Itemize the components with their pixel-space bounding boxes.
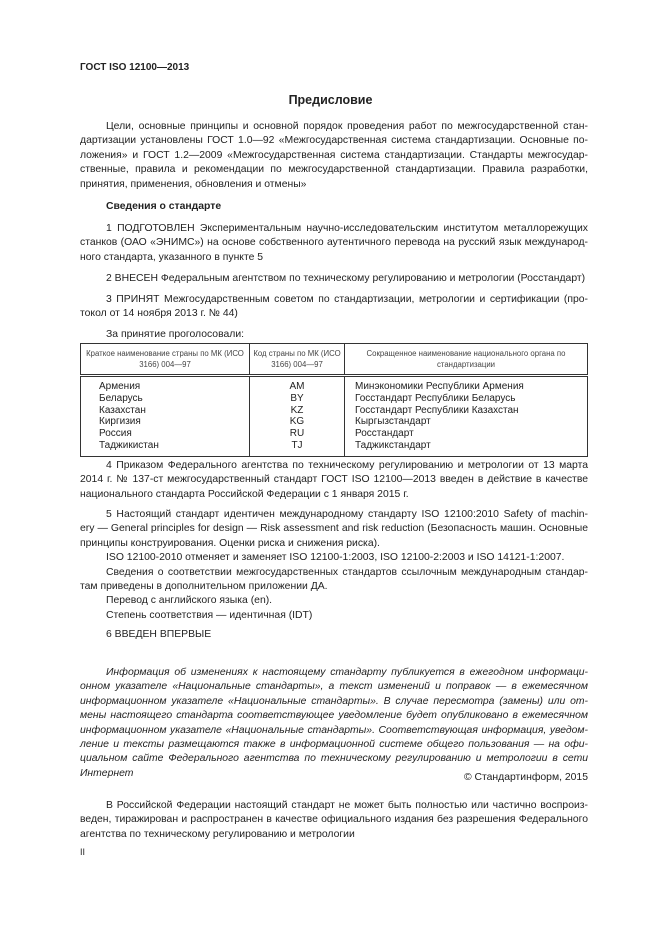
- code-cell: TJ: [250, 440, 345, 456]
- text-line: принципы конструирования. Оценки риска и снижения риска).: [80, 537, 380, 549]
- text-line: ственные, правила и рекомендации по межгосударственной стандартизации. Правила разработки,: [80, 164, 588, 176]
- text-line: ление и тексты размещаются также в информационной системе общего пользования — на офи-: [80, 738, 588, 750]
- body-cell: Росстандарт: [345, 428, 588, 440]
- text-line: Информация об изменениях к настоящему стандарту публикуется в ежегодном информаци-: [106, 667, 588, 678]
- text-line: За принятие проголосовали:: [106, 329, 245, 340]
- table-row: [81, 405, 588, 417]
- country-cell: Беларусь: [81, 393, 250, 405]
- table-header-row: [81, 344, 588, 376]
- text-block: [80, 508, 588, 623]
- text-block: [80, 799, 588, 842]
- code-cell: BY: [250, 393, 345, 405]
- text-line: 1 ПОДГОТОВЛЕН Экспериментальным научно-исследовательским институтом металлорежущих: [106, 223, 588, 234]
- table-header-code: Код страны по МК (ИСО 3166) 004—97: [250, 344, 345, 376]
- table-row: [81, 440, 588, 456]
- document-header: ГОСТ ISO 12100—2013: [80, 62, 190, 73]
- code-cell: KG: [250, 416, 345, 428]
- text-line: 2014 г. № 137-ст межгосударственный стандарт ГОСТ ISO 12100—2013 введен в действие в качестве: [80, 474, 588, 486]
- text-line: токол от 14 ноября 2013 г. № 44): [80, 308, 238, 320]
- text-line: 4 Приказом Федерального агентства по техническому регулированию и метрологии от 13 марта: [106, 460, 588, 471]
- text-line: 3 ПРИНЯТ Межгосударственным советом по стандартизации, метрологии и сертификации (про-: [106, 294, 588, 305]
- text-line: веден, тиражирован и распространен в качестве официального издания без разрешения Федерального: [80, 814, 588, 826]
- body-cell: Госстандарт Республики Казахстан: [345, 405, 588, 417]
- code-cell: KZ: [250, 405, 345, 417]
- body-cell: Кыргызстандарт: [345, 416, 588, 428]
- text-block: [80, 628, 588, 642]
- text-line: информационном указателе «Национальные стандарты». В случае пересмотра (замены) или от-: [80, 695, 588, 707]
- text-line: ложения» и ГОСТ 1.2—2009 «Межгосударственная система стандартизации. Стандарты межгосудар-: [80, 149, 588, 161]
- page-number: II: [80, 847, 86, 857]
- text-line: Сведения о соответствии межгосударственных стандартов ссылочным международным стандар-: [106, 566, 588, 578]
- country-cell: Таджикистан: [81, 440, 250, 456]
- text-line: ного стандарта, указанного в пункте 5: [80, 251, 264, 263]
- text-line: ery — General principles for design — Risk assessment and risk reduction (Безопасность машин. Основные: [80, 523, 588, 535]
- copyright: © Стандартинформ, 2015: [463, 772, 588, 783]
- text-line: информационном указателе «Национальные стандарты». Соответствующая информация, уведом-: [80, 724, 588, 736]
- table-row: [81, 393, 588, 405]
- table-header-country: Краткое наименование страны по МК (ИСО 3166) 004—97: [81, 344, 250, 376]
- country-cell: Армения: [81, 376, 250, 393]
- text-block: [80, 120, 588, 192]
- text-block: [80, 666, 588, 781]
- text-block: [80, 459, 588, 502]
- text-block: [80, 222, 588, 265]
- text-line: Перевод с английского языка (en).: [106, 595, 273, 607]
- text-line: Степень соответствия — идентичная (IDT): [106, 609, 313, 621]
- text-line: В Российской Федерации настоящий стандарт не может быть полностью или частично воспроиз-: [106, 800, 588, 811]
- text-line: 2 ВНЕСЕН Федеральным агентством по техническому регулированию и метрологии (Росстандарт): [106, 273, 586, 284]
- text-line: там приведены в дополнительном приложении ДА.: [80, 580, 328, 592]
- table-row: [81, 416, 588, 428]
- table-row: [81, 376, 588, 393]
- text-block: [80, 293, 588, 322]
- voting-table: [80, 343, 588, 457]
- text-line: принятия, применения, обновления и отмены»: [80, 178, 307, 190]
- text-block: [80, 328, 588, 342]
- body-cell: Минэкономики Республики Армения: [345, 376, 588, 393]
- text-line: Сведения о стандарте: [106, 201, 222, 212]
- text-line: мены настоящего стандарта соответствующее уведомление будет опубликовано в ежемесячном: [80, 710, 588, 722]
- text-line: агентства по техническому регулированию и метрологии: [80, 828, 355, 840]
- text-line: ISO 12100-2010 отменяет и заменяет ISO 12100-1:2003, ISO 12100-2:2003 и ISO 14121-1:2007.: [106, 552, 565, 564]
- text-block: [80, 200, 588, 214]
- table-header-body: Сокращенное наименование национального органа по стандартизации: [345, 344, 588, 376]
- text-line: Интернет: [80, 767, 134, 779]
- text-line: 5 Настоящий стандарт идентичен международному стандарту ISO 12100:2010 Safety of machin-: [106, 509, 588, 520]
- code-cell: AM: [250, 376, 345, 393]
- body-cell: Таджикстандарт: [345, 440, 588, 456]
- text-line: национального стандарта Российской Федерации с 1 января 2015 г.: [80, 488, 409, 500]
- text-line: 6 ВВЕДЕН ВПЕРВЫЕ: [106, 629, 212, 640]
- text-line: циальном сайте Федерального агентства по техническому регулированию и метрологии в сети: [80, 753, 588, 765]
- body-cell: Госстандарт Республики Беларусь: [345, 393, 588, 405]
- text-block: [80, 272, 588, 286]
- code-cell: RU: [250, 428, 345, 440]
- country-cell: Киргизия: [81, 416, 250, 428]
- text-line: Цели, основные принципы и основной порядок проведения работ по межгосударственной стан-: [106, 121, 588, 132]
- table-row: [81, 428, 588, 440]
- page-title: Предисловие: [288, 93, 373, 107]
- text-line: онном указателе «Национальные стандарты», а текст изменений и поправок — в ежемесячном: [80, 681, 588, 693]
- text-line: дартизации установлены ГОСТ 1.0—92 «Межгосударственная система стандартизации. Основные по-: [80, 135, 588, 147]
- text-line: станков (ОАО «ЭНИМС») на основе собственного аутентичного перевода на русский язык международ-: [80, 237, 588, 249]
- country-cell: Россия: [81, 428, 250, 440]
- country-cell: Казахстан: [81, 405, 250, 417]
